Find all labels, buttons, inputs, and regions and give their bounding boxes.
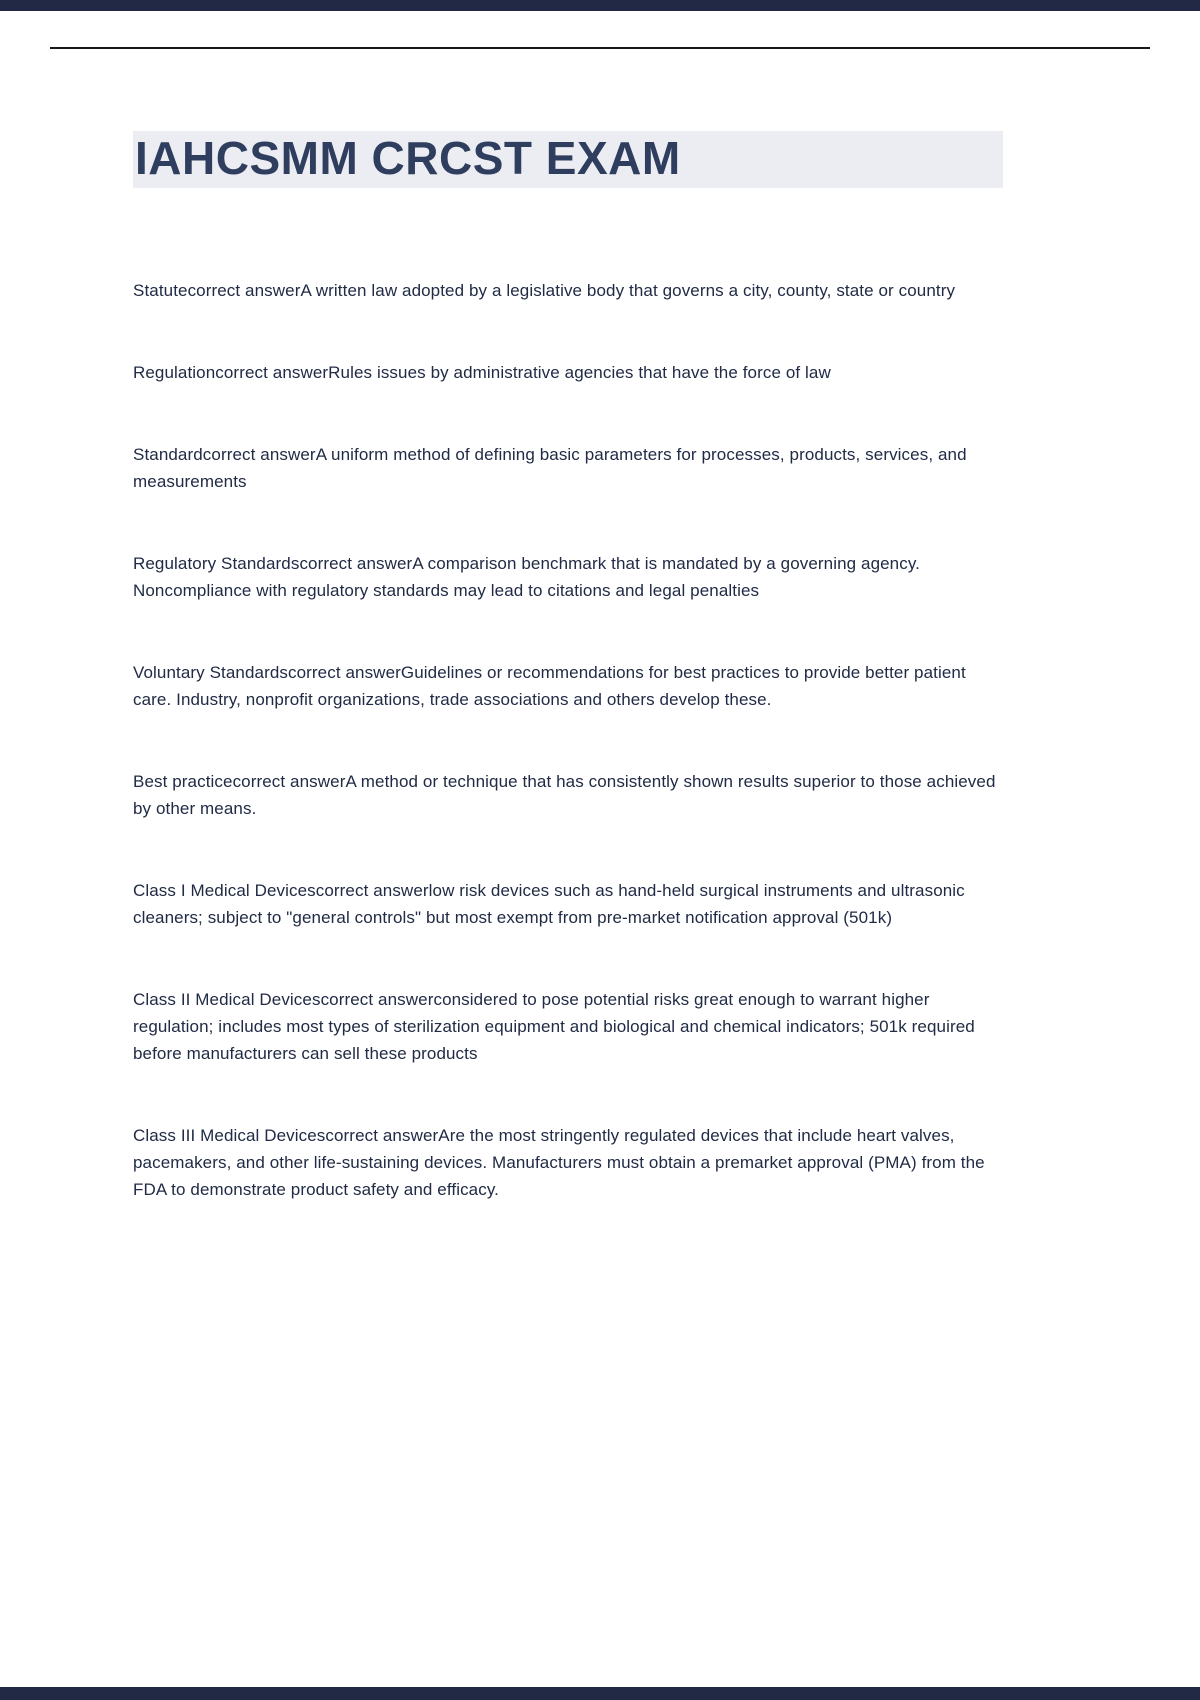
qa-term: Regulatory Standards bbox=[133, 553, 300, 573]
qa-paragraph bbox=[133, 550, 1005, 604]
qa-marker: correct answer bbox=[215, 362, 329, 382]
qa-term: Class I Medical Devices bbox=[133, 880, 316, 900]
qa-marker: correct answer bbox=[288, 662, 401, 682]
qa-term: Standard bbox=[133, 444, 203, 464]
qa-term: Best practice bbox=[133, 771, 233, 791]
qa-definition: A written law adopted by a legislative body that governs a city, county, state or country bbox=[300, 280, 956, 300]
qa-paragraph bbox=[133, 277, 1005, 304]
qa-paragraph bbox=[133, 1122, 1005, 1203]
qa-definition: Are the most stringently regulated devices that include heart valves, pacemakers, and other life-sustaining devices. Manufacturers must obtain a premarket approval (PMA) from the FDA to demonstrate product safety and efficacy. bbox=[133, 1125, 985, 1199]
qa-term: Class III Medical Devices bbox=[133, 1125, 326, 1145]
qa-marker: correct answer bbox=[315, 880, 429, 900]
qa-paragraph bbox=[133, 768, 1005, 822]
qa-list bbox=[133, 277, 1005, 1203]
qa-marker: correct answer bbox=[299, 553, 413, 573]
qa-term: Voluntary Standards bbox=[133, 662, 288, 682]
header-rule bbox=[50, 47, 1150, 49]
qa-marker: correct answer bbox=[202, 444, 316, 464]
document-content bbox=[133, 131, 1005, 1203]
page-title: IAHCSMM CRCST EXAM bbox=[133, 131, 1003, 188]
qa-definition: considered to pose potential risks great enough to warrant higher regulation; includes most types of sterilization equipment and biological and chemical indicators; 501k required before manufacturers can sell these products bbox=[133, 989, 975, 1063]
qa-marker: correct answer bbox=[325, 1125, 439, 1145]
bottom-border-bar bbox=[0, 1687, 1200, 1700]
qa-definition: low risk devices such as hand-held surgical instruments and ultrasonic cleaners; subject to "general controls" but most exempt from pre-market notification approval (501k) bbox=[133, 880, 965, 927]
qa-paragraph bbox=[133, 877, 1005, 931]
qa-definition: Guidelines or recommendations for best practices to provide better patient care. Industry, nonprofit organizations, trade associations and others develop these. bbox=[133, 662, 966, 709]
qa-paragraph bbox=[133, 986, 1005, 1067]
qa-term: Class II Medical Devices bbox=[133, 989, 321, 1009]
qa-paragraph bbox=[133, 441, 1005, 495]
qa-term: Statute bbox=[133, 280, 188, 300]
qa-marker: correct answer bbox=[320, 989, 434, 1009]
qa-marker: correct answer bbox=[187, 280, 301, 300]
qa-definition: Rules issues by administrative agencies that have the force of law bbox=[328, 362, 831, 382]
qa-paragraph bbox=[133, 359, 1005, 386]
qa-definition: A uniform method of defining basic parameters for processes, products, services, and measurements bbox=[133, 444, 967, 491]
qa-term: Regulation bbox=[133, 362, 216, 382]
qa-paragraph bbox=[133, 659, 1005, 713]
qa-definition: A method or technique that has consistently shown results superior to those achieved by other means. bbox=[133, 771, 996, 818]
qa-marker: correct answer bbox=[232, 771, 346, 791]
top-border-bar bbox=[0, 0, 1200, 11]
qa-definition: A comparison benchmark that is mandated by a governing agency. Noncompliance with regulatory standards may lead to citations and legal penalties bbox=[133, 553, 921, 600]
